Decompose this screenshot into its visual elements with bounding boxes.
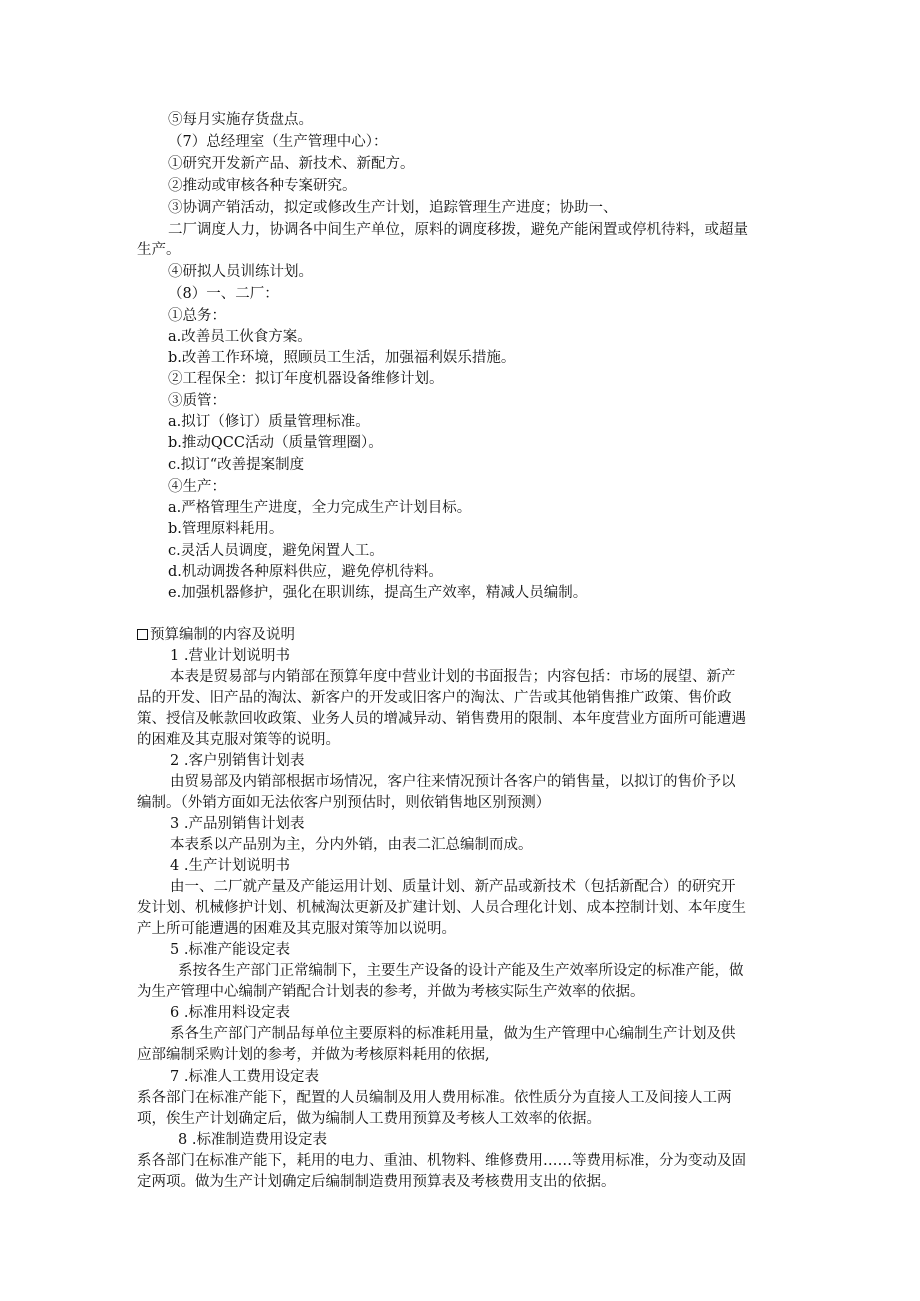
gm-duty-2: ②推动或审核各种专案研究。 (168, 178, 357, 194)
budget-item-5-title: 5 .标准产能设定表 (170, 942, 290, 958)
budget-item-4-text-1: 由一、二厂就产量及产能运用计划、质量计划、新产品或新技术（包括新配合）的研究开 (170, 879, 736, 895)
inventory-item: ⑤每月实施存货盘点。 (168, 112, 313, 128)
budget-item-4-text-3: 产上所可能遭遇的困难及其克服对策等加以说明。 (137, 921, 456, 937)
factory-quality: ③质管： (168, 393, 226, 409)
checkbox-icon (137, 629, 148, 640)
budget-item-8-title: 8 .标准制造费用设定表 (178, 1132, 327, 1148)
factory-quality-b: b.推动QCC活动（质量管理圈）。 (168, 435, 383, 451)
budget-item-2-text-1: 由贸易部及内销部根据市场情况，客户往来情况预计各客户的销售量，以拟订的售价予以 (170, 774, 736, 790)
budget-item-4-text-2: 发计划、机械修护计划、机械淘汰更新及扩建计划、人员合理化计划、成本控制计划、本年度生 (137, 900, 746, 916)
budget-item-5-text-2: 为生产管理中心编制产销配合计划表的参考，并做为考核实际生产效率的依据。 (137, 984, 645, 1000)
budget-section-heading (137, 625, 295, 645)
factory-production-b: b.管理原料耗用。 (168, 521, 284, 537)
factory-general-b: b.改善工作环境，照顾员工生活，加强福利娱乐措施。 (168, 350, 516, 366)
budget-item-1-text-2: 品的开发、旧产品的淘汰、新客户的开发或旧客户的淘汰、广告或其他销售推广政策、售价政 (137, 690, 732, 706)
gm-duty-3-line-1: ③协调产销活动，拟定或修改生产计划，追踪管理生产进度；协助一、 (168, 200, 618, 216)
budget-item-7-text-1: 系各部门在标准产能下，配置的人员编制及用人费用标准。依性质分为直接人工及间接人工两 (137, 1090, 732, 1106)
budget-item-6-text-2: 应部编制采购计划的参考，并做为考核原料耗用的依据, (137, 1047, 490, 1063)
budget-item-2-title: 2 .客户别销售计划表 (170, 753, 305, 769)
gm-duty-3-line-3: 生产。 (137, 242, 181, 258)
factory-production-a: a.严格管理生产进度，全力完成生产计划目标。 (168, 500, 472, 516)
budget-item-1-text-1: 本表是贸易部与内销部在预算年度中营业计划的书面报告；内容包括：市场的展望、新产 (170, 669, 736, 685)
factory-production-e: e.加强机器修护，强化在职训练，提高生产效率，精减人员编制。 (168, 585, 588, 601)
factory-general: ①总务： (168, 308, 226, 324)
budget-item-7-title: 7 .标准人工费用设定表 (170, 1069, 319, 1085)
gm-duty-1: ①研究开发新产品、新技术、新配方。 (168, 156, 415, 172)
factory-production: ④生产： (168, 479, 226, 495)
budget-item-3-title: 3 .产品别销售计划表 (170, 816, 305, 832)
budget-item-3-text-1: 本表系以产品别为主，分内外销，由表二汇总编制而成。 (170, 837, 533, 853)
budget-item-1-title: 1 .营业计划说明书 (170, 648, 290, 664)
budget-item-1-text-4: 的困难及其克服对策等的说明。 (137, 732, 340, 748)
budget-item-5-text-1: 系按各生产部门正常编制下，主要生产设备的设计产能及生产效率所设定的标准产能，做 (178, 963, 744, 979)
budget-item-2-text-2: 编制。（外销方面如无法依客户别预估时，则依销售地区别预测） (137, 795, 551, 811)
budget-item-8-text-2: 定两项。做为生产计划确定后编制制造费用预算表及考核费用支出的依据。 (137, 1174, 616, 1190)
factory-production-c: c.灵活人员调度，避免闲置人工。 (168, 543, 384, 559)
factory-quality-c: c.拟订“改善提案制度 (168, 457, 305, 473)
budget-item-7-text-2: 项，俟生产计划确定后，做为编制人工费用预算及考核人工效率的依据。 (137, 1111, 601, 1127)
gm-duty-3-line-2: 二厂调度人力，协调各中间生产单位，原料的调度移拨，避免产能闲置或停机待料，或超量 (168, 222, 748, 238)
budget-item-4-title: 4 .生产计划说明书 (170, 858, 290, 874)
budget-heading-text: 预算编制的内容及说明 (150, 627, 295, 643)
factory-general-a: a.改善员工伙食方案。 (168, 329, 312, 345)
budget-item-8-text-1: 系各部门在标准产能下，耗用的电力、重油、机物料、维修费用……等费用标准，分为变动及固 (137, 1153, 746, 1169)
factory-production-d: d.机动调拨各种原料供应，避免停机待料。 (168, 564, 443, 580)
factory-heading: （8）一、二厂： (168, 286, 279, 302)
gm-duty-4: ④研拟人员训练计划。 (168, 264, 313, 280)
factory-quality-a: a.拟订（修订）质量管理标准。 (168, 414, 370, 430)
gm-office-heading: （7）总经理室（生产管理中心）： (168, 134, 388, 150)
budget-item-6-text-1: 系各生产部门产制品每单位主要原料的标准耗用量，做为生产管理中心编制生产计划及供 (170, 1026, 736, 1042)
budget-item-1-text-3: 策、授信及帐款回收政策、业务人员的增减异动、销售费用的限制、本年度营业方面所可能遭遇 (137, 711, 746, 727)
budget-item-6-title: 6 .标准用料设定表 (170, 1005, 290, 1021)
factory-engineering: ②工程保全：拟订年度机器设备维修计划。 (168, 371, 444, 387)
